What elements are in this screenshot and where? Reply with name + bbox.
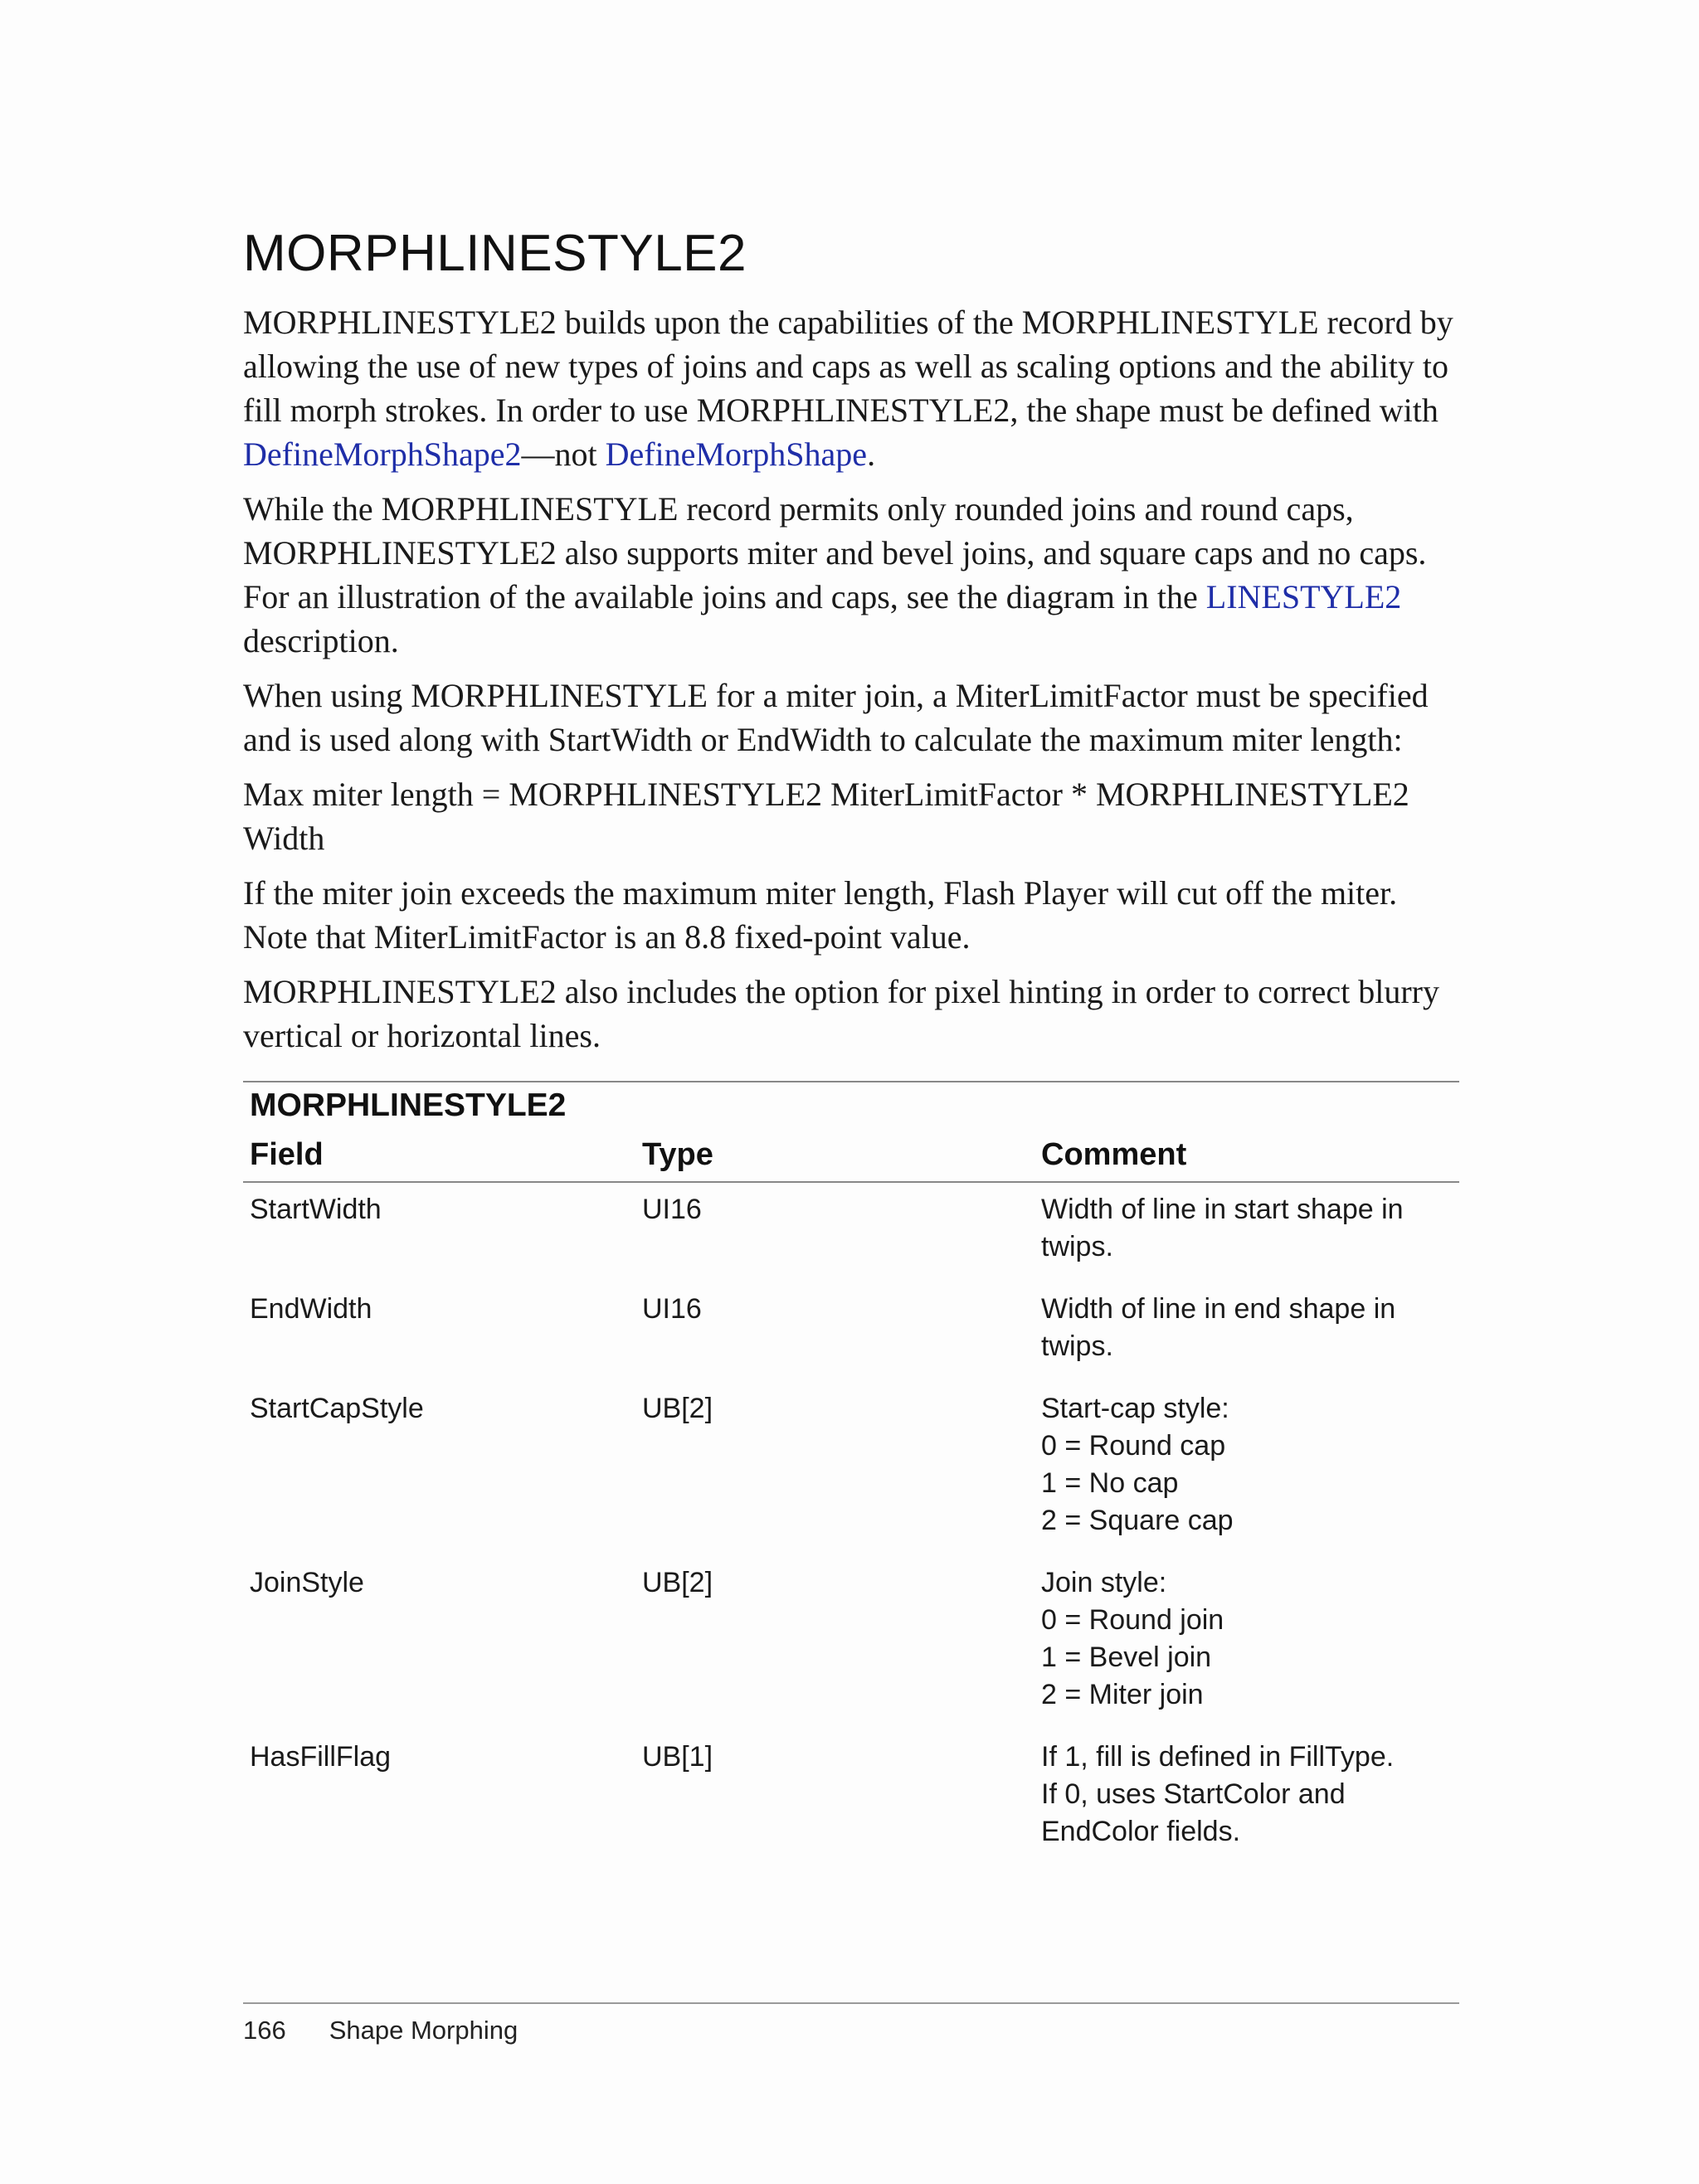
table-row: [243, 1282, 1459, 1382]
comment-line: Start-cap style:: [1041, 1393, 1229, 1424]
link-definemorphshape2[interactable]: DefineMorphShape2: [243, 435, 522, 473]
cell-field: JoinStyle: [250, 1567, 364, 1598]
cell-comment: [1034, 1282, 1459, 1382]
paragraph-formula: Max miter length = MORPHLINESTYLE2 MiterLimitFactor * MORPHLINESTYLE2 Width: [243, 776, 1409, 857]
table-row: [243, 1556, 1459, 1730]
paragraph-joins-caps: [243, 487, 1459, 663]
comment-line: Join style:: [1041, 1567, 1167, 1598]
cell-type: UB[1]: [642, 1741, 713, 1773]
cell-type: UI16: [642, 1293, 702, 1325]
table-caption: MORPHLINESTYLE2: [250, 1087, 567, 1123]
page-number: 166: [243, 2016, 286, 2045]
comment-line: 1 = Bevel join: [1041, 1642, 1212, 1673]
comment-line: twips.: [1041, 1330, 1113, 1362]
cell-field: StartWidth: [250, 1194, 382, 1225]
header-type: Type: [635, 1129, 1034, 1182]
cell-type: UI16: [642, 1194, 702, 1225]
header-comment: Comment: [1034, 1129, 1459, 1182]
comment-line: Width of line in end shape in: [1041, 1293, 1396, 1325]
table-row: [243, 1182, 1459, 1282]
comment-line: 2 = Miter join: [1041, 1679, 1204, 1710]
fields-table: [243, 1129, 1459, 1867]
paragraph-text: description.: [243, 622, 399, 659]
link-definemorphshape[interactable]: DefineMorphShape: [605, 435, 868, 473]
comment-line: EndColor fields.: [1041, 1816, 1241, 1847]
paragraph-miter-cutoff: If the miter join exceeds the maximum miter length, Flash Player will cut off the miter. Note that MiterLimitFactor is an 8.8 fixed-point value.: [243, 874, 1398, 956]
paragraph-text: MORPHLINESTYLE2 builds upon the capabilities of the MORPHLINESTYLE record by allowing the use of new types of joins and caps as well as scaling options and the ability to fill morph strokes. In order to use MORPHLINESTYLE2, the shape must be defined with: [243, 304, 1453, 429]
comment-line: 2 = Square cap: [1041, 1505, 1234, 1536]
comment-line: twips.: [1041, 1231, 1113, 1262]
section-name: Shape Morphing: [329, 2016, 518, 2045]
comment-line: 0 = Round cap: [1041, 1430, 1226, 1462]
cell-comment: [1034, 1556, 1459, 1730]
cell-type: UB[2]: [642, 1393, 713, 1424]
paragraph-text: While the MORPHLINESTYLE record permits only rounded joins and round caps, MORPHLINESTYLE2 also supports miter and bevel joins, and square caps and no caps. For an illustration of the available joins and caps, see the diagram in the: [243, 490, 1427, 615]
comment-line: If 0, uses StartColor and: [1041, 1778, 1346, 1810]
field-table: [243, 1081, 1459, 1867]
cell-comment: [1034, 1382, 1459, 1556]
footer-rule: [243, 2002, 1459, 2004]
comment-line: 0 = Round join: [1041, 1604, 1224, 1636]
link-linestyle2[interactable]: LINESTYLE2: [1205, 578, 1402, 615]
cell-field: StartCapStyle: [250, 1393, 424, 1424]
paragraph-text: —not: [521, 435, 606, 473]
table-row: [243, 1382, 1459, 1556]
comment-line: Width of line in start shape in: [1041, 1194, 1404, 1225]
page-footer: [243, 2016, 518, 2045]
paragraph-miter-join: When using MORPHLINESTYLE for a miter join, a MiterLimitFactor must be specified and is used along with StartWidth or EndWidth to calculate the maximum miter length:: [243, 677, 1429, 758]
cell-comment: [1034, 1730, 1459, 1867]
cell-comment: [1034, 1182, 1459, 1282]
table-header-row: [243, 1129, 1459, 1182]
paragraph-text: .: [867, 435, 876, 473]
body-text: [243, 300, 1459, 1068]
page-title: MORPHLINESTYLE2: [243, 225, 747, 282]
cell-field: EndWidth: [250, 1293, 372, 1325]
cell-type: UB[2]: [642, 1567, 713, 1598]
comment-line: If 1, fill is defined in FillType.: [1041, 1741, 1395, 1773]
paragraph-pixel-hinting: MORPHLINESTYLE2 also includes the option for pixel hinting in order to correct blurry vertical or horizontal lines.: [243, 973, 1439, 1054]
paragraph-intro: [243, 300, 1459, 476]
cell-field: HasFillFlag: [250, 1741, 392, 1773]
header-field: Field: [243, 1129, 635, 1182]
table-row: [243, 1730, 1459, 1867]
comment-line: 1 = No cap: [1041, 1467, 1179, 1499]
